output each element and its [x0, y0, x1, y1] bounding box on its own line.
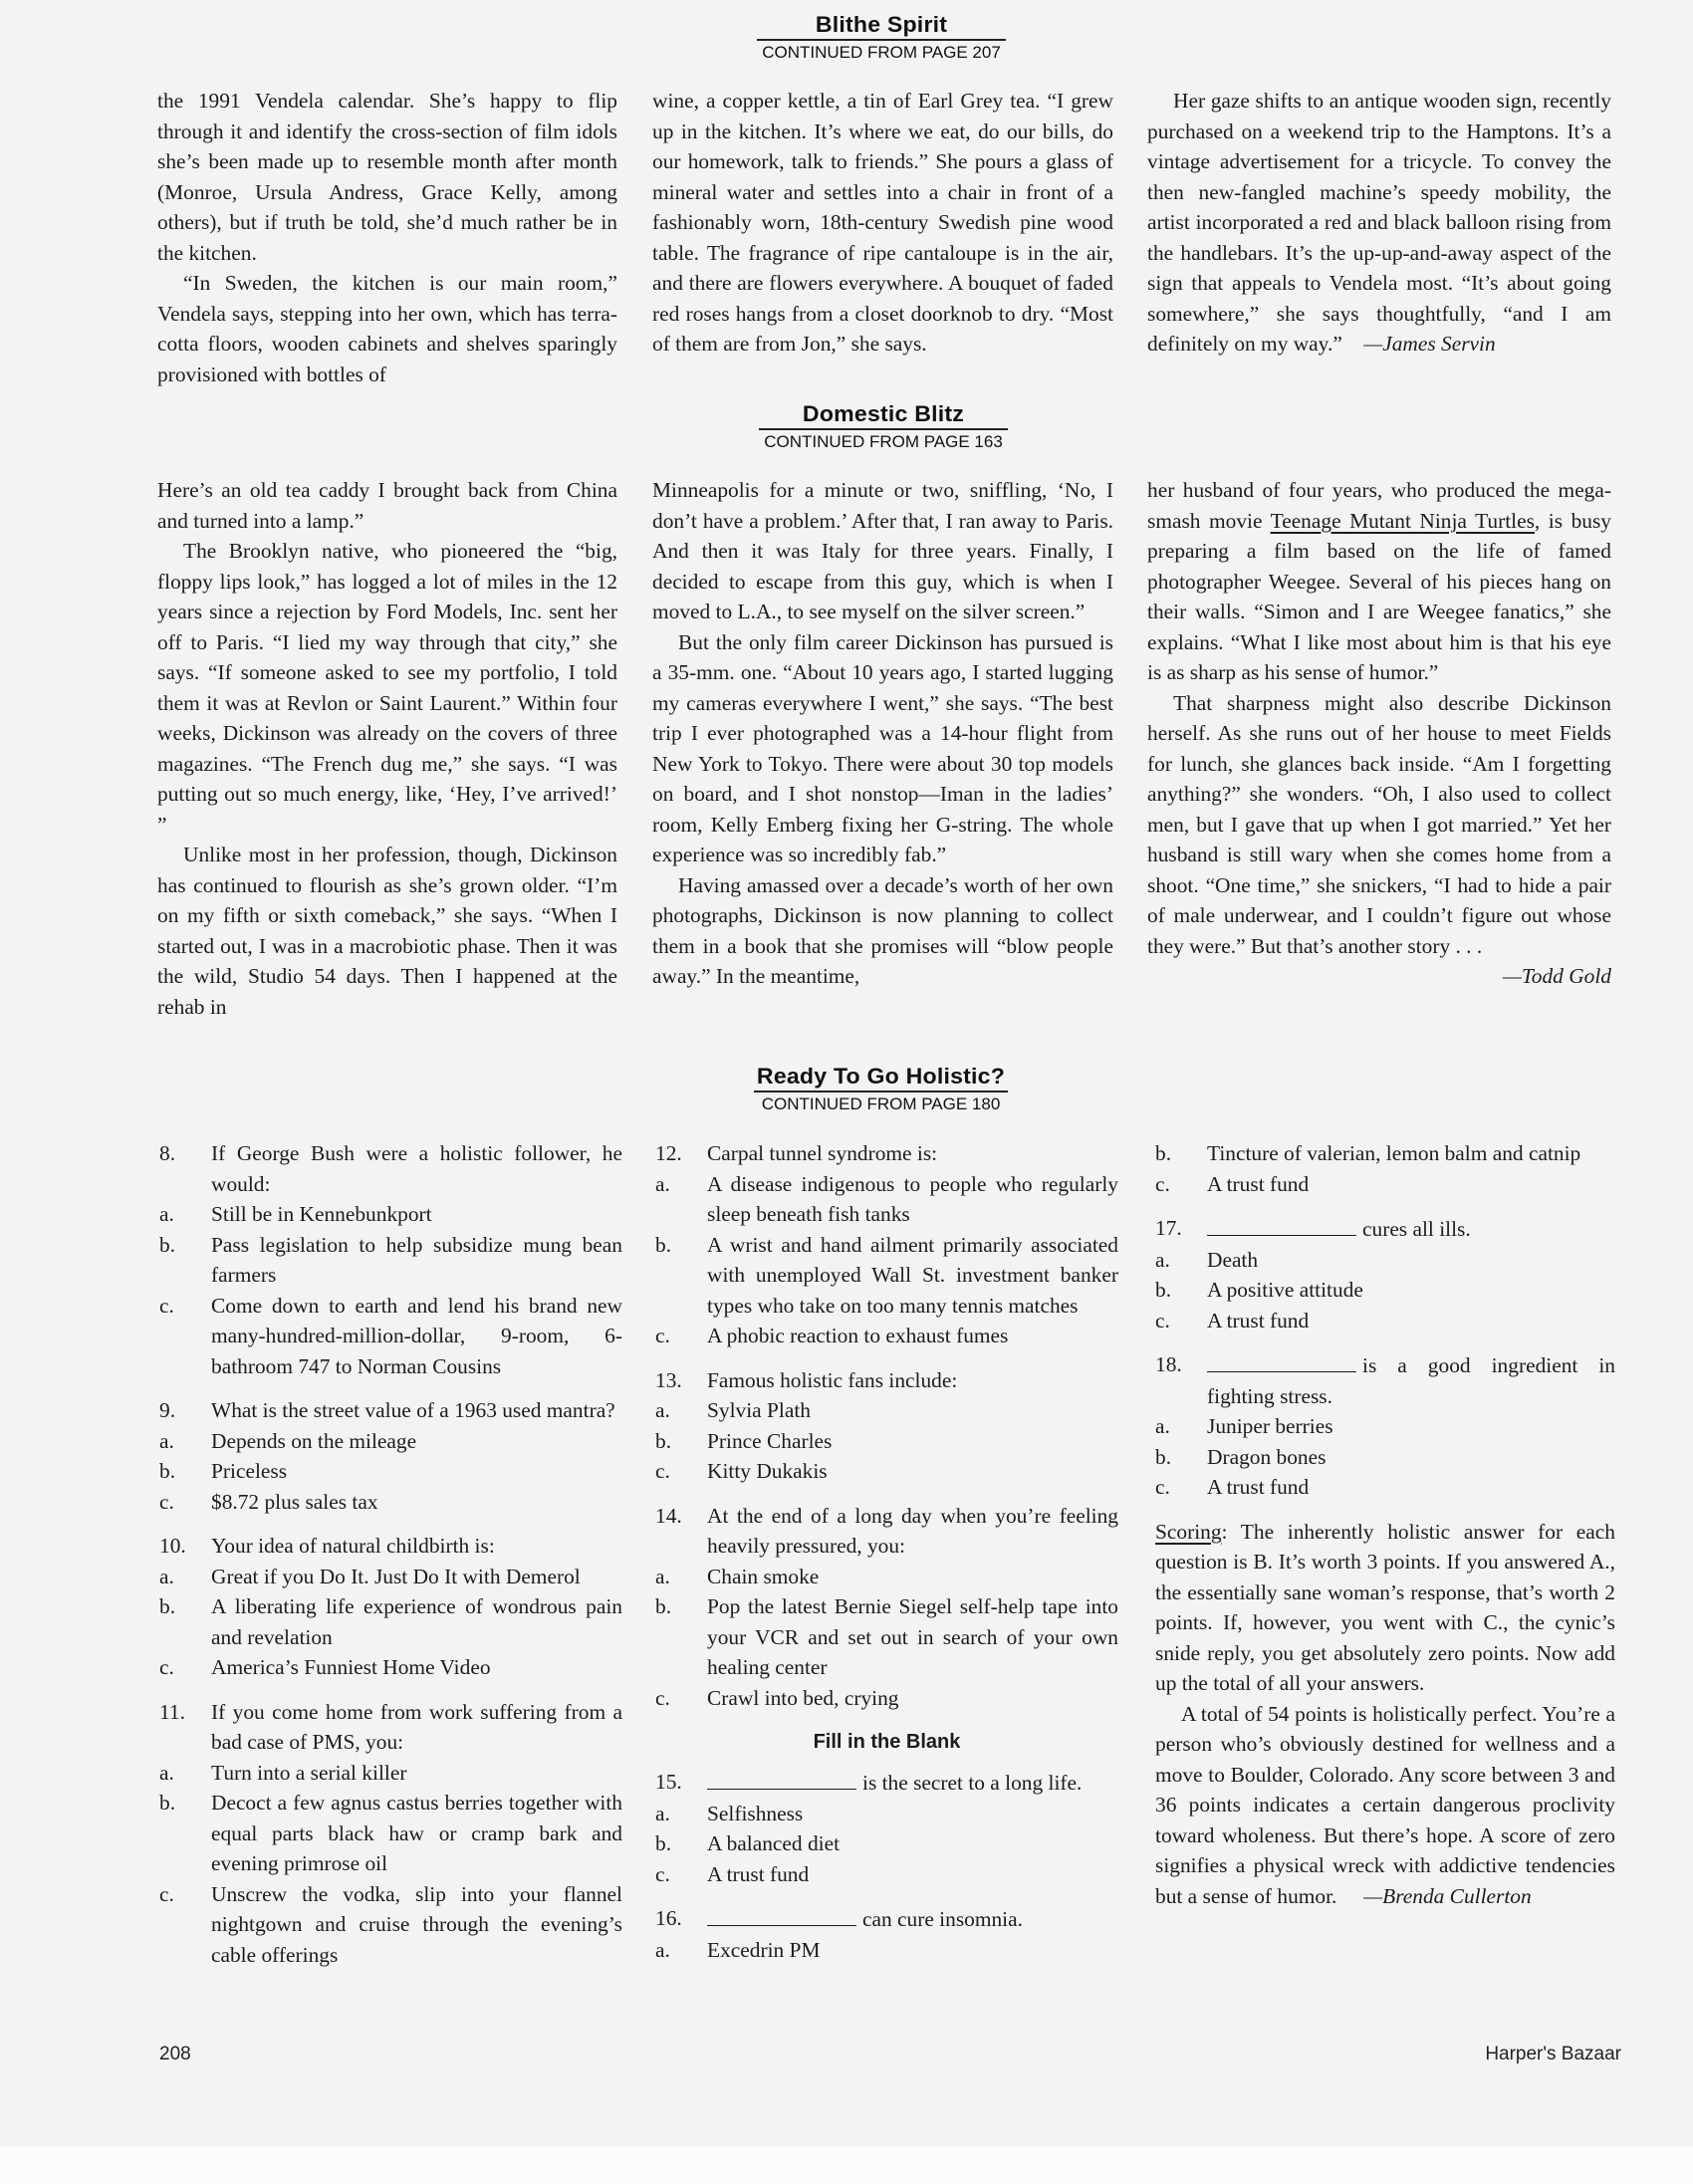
option-letter: b. — [159, 1232, 176, 1257]
scoring-text: A total of 54 points is holistically perfect. You’re a person who’s obviously destined for wellness and a move to Boulder, Colorado. Any score between 3 and 36 points indicates a certain dangerous proclivity toward wholeness. But there’s hope. A score of zero signifies a physical wreck with addictive tendencies but a sense of humor. — [1155, 1701, 1615, 1908]
option-text: Dragon bones — [1207, 1444, 1327, 1469]
quiz-question — [159, 1395, 622, 1517]
quiz-question — [655, 1138, 1118, 1351]
author-signature: —Brenda Cullerton — [1363, 1883, 1532, 1908]
question-text-fragment: is a good ingredient in fighting stress. — [1207, 1353, 1615, 1408]
option-text: Turn into a serial killer — [211, 1760, 407, 1785]
paragraph: the 1991 Vendela calendar. She’s happy to flip through it and identify the cross-section of film idols she’s been made up to resemble month after month (Monroe, Ursula Andress, Grace Kelly, among others), but if truth be told, she’d much rather be in the kitchen. — [157, 89, 617, 265]
answer-blank — [1207, 1213, 1356, 1236]
continued-note: CONTINUED FROM PAGE 163 — [764, 432, 1003, 451]
section-title: Domestic Blitz — [802, 401, 965, 426]
option-text: Priceless — [211, 1459, 288, 1483]
option-letter: c. — [655, 1459, 670, 1483]
quiz-question — [159, 1138, 622, 1381]
option-text: America’s Funniest Home Video — [211, 1655, 491, 1679]
option-text: Death — [1207, 1247, 1259, 1272]
section-title: Ready To Go Holistic? — [756, 1064, 1006, 1089]
question-stem — [655, 1365, 1118, 1396]
quiz-question — [655, 1501, 1118, 1714]
answer-option — [655, 1591, 1118, 1683]
question-number: 15. — [655, 1770, 682, 1794]
answer-option — [159, 1591, 622, 1652]
option-letter: b. — [1155, 1444, 1172, 1469]
question-text-fragment: cures all ills. — [1362, 1217, 1471, 1241]
answer-option — [655, 1935, 1118, 1966]
option-text: Chain smoke — [707, 1564, 820, 1588]
option-letter: c. — [655, 1324, 670, 1347]
option-text: A balanced diet — [707, 1831, 841, 1855]
question-stem — [159, 1697, 622, 1758]
scoring-text: : The inherently holistic answer for each question is B. It’s worth 3 points. If you answered A., the essentially sane woman’s response, that’s worth 2 points. If, however, you went with C., the cynic’s snide reply, you get absolutely zero points. Now add up the total of all your answers. — [1155, 1519, 1615, 1695]
blithe-col-2 — [652, 86, 1113, 360]
answer-option — [655, 1395, 1118, 1426]
quiz-question — [1155, 1213, 1615, 1335]
scoring-paragraph — [1155, 1699, 1615, 1912]
answer-option — [655, 1169, 1118, 1230]
answer-option — [655, 1562, 1118, 1592]
option-letter: c. — [159, 1881, 174, 1906]
question-text — [1207, 1213, 1615, 1245]
option-text: Great if you Do It. Just Do It with Demerol — [211, 1564, 581, 1588]
blitz-col-1 — [157, 475, 617, 1022]
answer-option — [159, 1487, 622, 1518]
holistic-header — [749, 1064, 1013, 1114]
question-number: 10. — [159, 1534, 186, 1558]
question-stem — [655, 1501, 1118, 1562]
question-stem — [655, 1903, 1118, 1935]
option-text: A trust fund — [707, 1861, 810, 1886]
option-text: Pass legislation to help subsidize mung bean farmers — [211, 1232, 622, 1287]
question-text: Carpal tunnel syndrome is: — [707, 1141, 938, 1165]
paragraph-text: her husband of four years, who produced the mega-smash movie — [1147, 478, 1611, 533]
option-letter: b. — [655, 1594, 672, 1618]
page-edge — [0, 2146, 1693, 2184]
answer-blank — [707, 1767, 856, 1790]
answer-blank — [707, 1903, 856, 1926]
option-text: Sylvia Plath — [707, 1398, 811, 1422]
question-text — [1207, 1349, 1615, 1411]
option-text: Depends on the mileage — [211, 1428, 417, 1453]
option-letter: c. — [1155, 1171, 1170, 1196]
option-text: $8.72 plus sales tax — [211, 1489, 378, 1514]
option-letter: a. — [655, 1937, 670, 1962]
quiz-question — [159, 1531, 622, 1683]
answer-option — [159, 1758, 622, 1789]
title-rule — [759, 428, 1008, 430]
question-stem — [655, 1767, 1118, 1799]
movie-title: Teenage Mutant Ninja Turtles — [1270, 508, 1535, 533]
answer-option — [655, 1828, 1118, 1859]
option-text: Kitty Dukakis — [707, 1459, 828, 1483]
paragraph: The Brooklyn native, who pioneered the “big, floppy lips look,” has logged a lot of miles in the 12 years since a rejection by Ford Models, Inc. sent her off to Paris. “I lied my way through that city,” she says. “If someone asked to see my portfolio, I told them it was at Revlon or Saint Laurent.” Within four weeks, Dickinson was already on the covers of three magazines. “The French dug me,” she says. “I was putting out so much energy, like, ‘Hey, I’ve arrived!’ ” — [157, 539, 617, 837]
page-number: 208 — [159, 2044, 191, 2064]
question-stem — [159, 1138, 622, 1199]
option-letter: c. — [159, 1293, 174, 1318]
question-text — [707, 1767, 1118, 1799]
question-text: If George Bush were a holistic follower, he would: — [211, 1141, 622, 1196]
option-text: Prince Charles — [707, 1428, 833, 1453]
option-letter: b. — [159, 1791, 176, 1815]
option-letter: c. — [1155, 1475, 1170, 1499]
option-letter: a. — [655, 1564, 670, 1588]
answer-option — [655, 1456, 1118, 1487]
option-text: Crawl into bed, crying — [707, 1685, 899, 1710]
option-text: A phobic reaction to exhaust fumes — [707, 1324, 1009, 1347]
paragraph — [1147, 475, 1611, 688]
title-rule — [754, 1091, 1008, 1092]
paragraph: wine, a copper kettle, a tin of Earl Grey tea. “I grew up in the kitchen. It’s where we eat, do our bills, do our homework, talk to friends.” She pours a glass of mineral water and settles into a chair in front of a fashionably worn, 18th-century Swedish pine wood table. The fragrance of ripe cantaloupe is in the air, and there are flowers everywhere. A bouquet of faded red roses hangs from a closet doorknob to dry. “Most of them are from Jon,” she says. — [652, 89, 1113, 356]
question-stem — [159, 1395, 622, 1426]
option-letter: c. — [159, 1489, 174, 1514]
author-signature: —James Servin — [1363, 332, 1496, 356]
option-text: Juniper berries — [1207, 1414, 1333, 1438]
paragraph: Here’s an old tea caddy I brought back from China and turned into a lamp.” — [157, 478, 617, 533]
option-letter: b. — [159, 1459, 176, 1483]
answer-option — [159, 1199, 622, 1230]
option-letter: b. — [655, 1232, 672, 1257]
question-number: 8. — [159, 1141, 176, 1165]
question-stem — [159, 1531, 622, 1562]
option-letter: a. — [159, 1202, 174, 1226]
option-letter: b. — [655, 1428, 672, 1453]
answer-option — [655, 1321, 1118, 1351]
option-letter: a. — [159, 1428, 174, 1453]
answer-option — [1155, 1169, 1615, 1200]
answer-blank — [1207, 1349, 1356, 1372]
answer-option — [1155, 1245, 1615, 1276]
paragraph: That sharpness might also describe Dickinson herself. As she runs out of her house to meet Fields for lunch, she glances back inside. “Am I forgetting anything?” she wonders. “Oh, I also used to collect men, but I gave that up when I got married.” Yet her husband is still wary when she comes home from a shoot. “One time,” she snickers, “I had to hide a pair of male underwear, and I couldn’t figure out whose they were.” But that’s another story . . . — [1147, 690, 1611, 958]
option-text: Come down to earth and lend his brand new many-hundred-million-dollar, 9-room, 6-bathroom 747 to Norman Cousins — [211, 1293, 622, 1378]
answer-option — [159, 1426, 622, 1457]
title-rule — [757, 39, 1006, 41]
quiz-question — [655, 1903, 1118, 1965]
option-letter: a. — [159, 1760, 174, 1785]
domestic-blitz-header — [759, 401, 1008, 452]
option-letter: c. — [1155, 1308, 1170, 1333]
question-text-fragment: can cure insomnia. — [862, 1907, 1023, 1931]
answer-option — [159, 1291, 622, 1382]
quiz-question — [655, 1365, 1118, 1487]
answer-option — [1155, 1275, 1615, 1306]
quiz-col-1 — [159, 1138, 622, 1984]
option-letter: a. — [655, 1398, 670, 1422]
magazine-name: Harper's Bazaar — [1485, 2044, 1621, 2064]
answer-option — [655, 1859, 1118, 1890]
option-letter: c. — [159, 1655, 174, 1679]
fill-in-blank-title: Fill in the Blank — [813, 1731, 961, 1753]
question-number: 14. — [655, 1503, 682, 1528]
question-stem — [655, 1138, 1118, 1169]
question-text: What is the street value of a 1963 used mantra? — [211, 1398, 615, 1422]
option-text: Unscrew the vodka, slip into your flannel nightgown and cruise through the evening’s cable offerings — [211, 1881, 622, 1967]
question-stem — [1155, 1213, 1615, 1245]
option-text: Decoct a few agnus castus berries together with equal parts black haw or cramp bark and evening primrose oil — [211, 1791, 622, 1875]
section-title: Blithe Spirit — [815, 12, 948, 37]
answer-option — [159, 1230, 622, 1291]
question-number: 12. — [655, 1141, 682, 1165]
question-stem — [1155, 1349, 1615, 1411]
answer-option — [1155, 1306, 1615, 1336]
option-letter: b. — [1155, 1278, 1172, 1302]
question-text: At the end of a long day when you’re feeling heavily pressured, you: — [707, 1503, 1118, 1558]
scoring-label: Scoring — [1155, 1519, 1222, 1544]
author-signature: —Todd Gold — [1502, 964, 1611, 988]
option-text: A disease indigenous to people who regularly sleep beneath fish tanks — [707, 1171, 1118, 1226]
paragraph: Minneapolis for a minute or two, sniffling, ‘No, I don’t have a problem.’ After that, I ran away to Paris. And then it was Italy for three years. Finally, I decided to escape from this guy, which is when I moved to L.A., to see myself on the silver screen.” — [652, 478, 1113, 623]
option-letter: b. — [159, 1594, 176, 1618]
option-text: Selfishness — [707, 1801, 804, 1825]
question-text — [707, 1903, 1118, 1935]
question-text: If you come home from work suffering from a bad case of PMS, you: — [211, 1699, 622, 1754]
answer-option — [655, 1230, 1118, 1322]
paragraph: But the only film career Dickinson has pursued is a 35-mm. one. “About 10 years ago, I started lugging my cameras everywhere I went,” she says. “The best trip I ever photographed was a 14-hour flight from New York to Tokyo. There were about 30 top models on board, and I shot nonstop—Iman in the ladies’ room, Kelly Emberg fixing her G-string. The whole experience was so incredibly fab.” — [652, 629, 1113, 866]
option-text: A trust fund — [1207, 1171, 1310, 1196]
option-letter: c. — [655, 1861, 670, 1886]
answer-option — [159, 1652, 622, 1683]
option-letter: a. — [1155, 1247, 1170, 1272]
option-letter: b. — [1155, 1141, 1172, 1165]
question-number: 13. — [655, 1367, 682, 1392]
paragraph — [1147, 86, 1611, 360]
blithe-spirit-header — [757, 12, 1006, 63]
quiz-question — [655, 1767, 1118, 1889]
answer-option — [1155, 1138, 1615, 1169]
option-text: Excedrin PM — [707, 1937, 821, 1962]
paragraph-text: , is busy preparing a film based on the life of famed photographer Weegee. Several of his pieces hang on their walls. “Simon and I are Weegee fanatics,” she explains. “What I like most about him is that his eye is as sharp as his sense of humor.” — [1147, 508, 1611, 684]
option-letter: a. — [655, 1171, 670, 1196]
paragraph: “In Sweden, the kitchen is our main room,” Vendela says, stepping into her own, which has terra-cotta floors, wooden cabinets and shelves sparingly provisioned with bottles of — [157, 271, 617, 386]
answer-option — [655, 1426, 1118, 1457]
continued-note: CONTINUED FROM PAGE 180 — [761, 1094, 1001, 1113]
question-number: 17. — [1155, 1216, 1182, 1240]
question-number: 18. — [1155, 1352, 1182, 1376]
quiz-question — [1155, 1349, 1615, 1503]
blitz-col-2 — [652, 475, 1113, 992]
option-letter: a. — [159, 1564, 174, 1588]
paragraph: Having amassed over a decade’s worth of her own photographs, Dickinson is now planning to collect them in a book that she promises will “blow people away.” In the meantime, — [652, 872, 1113, 988]
quiz-question-continued — [1155, 1138, 1615, 1199]
answer-option — [159, 1456, 622, 1487]
answer-option — [655, 1799, 1118, 1829]
answer-option — [159, 1879, 622, 1971]
answer-option — [1155, 1472, 1615, 1503]
quiz-question — [159, 1697, 622, 1971]
quiz-col-3 — [1155, 1138, 1615, 1911]
paragraph-text: Her gaze shifts to an antique wooden sign, recently purchased on a weekend trip to the Hamptons. It’s a vintage advertisement for a tricycle. To convey the then new-fangled machine’s speedy mobility, the artist incorporated a red and black balloon rising from the handlebars. It’s the up-up-and-away aspect of the sign that appeals to Vendela most. “It’s about going somewhere,” she says thoughtfully, “and I am definitely on my way.” — [1147, 89, 1611, 356]
option-text: A trust fund — [1207, 1308, 1310, 1333]
option-text: A liberating life experience of wondrous pain and revelation — [211, 1594, 622, 1649]
paragraph: Unlike most in her profession, though, Dickinson has continued to flourish as she’s grown older. “I’m on my fifth or sixth comeback,” she says. “When I started out, I was in a macrobiotic phase. Then it was the wild, Studio 54 days. Then I happened at the rehab in — [157, 843, 617, 1019]
question-number: 16. — [655, 1906, 682, 1930]
option-letter: c. — [655, 1685, 670, 1710]
question-text: Your idea of natural childbirth is: — [211, 1534, 495, 1558]
answer-option — [1155, 1411, 1615, 1442]
blithe-col-1 — [157, 86, 617, 389]
option-text: A wrist and hand ailment primarily associated with unemployed Wall St. investment banker types who take on too many tennis matches — [707, 1232, 1118, 1318]
option-text: A positive attitude — [1207, 1278, 1363, 1302]
blithe-col-3 — [1147, 86, 1611, 360]
option-letter: a. — [655, 1801, 670, 1825]
option-text: Tincture of valerian, lemon balm and catnip — [1207, 1141, 1581, 1165]
option-text: Pop the latest Bernie Siegel self-help tape into your VCR and set out in search of your own healing center — [707, 1594, 1118, 1679]
quiz-col-2 — [655, 1138, 1118, 1979]
continued-note: CONTINUED FROM PAGE 207 — [762, 43, 1001, 62]
answer-option — [655, 1683, 1118, 1714]
scoring-paragraph — [1155, 1517, 1615, 1699]
answer-option — [159, 1788, 622, 1879]
answer-option — [1155, 1442, 1615, 1473]
option-text: Still be in Kennebunkport — [211, 1202, 432, 1226]
answer-option — [159, 1562, 622, 1592]
question-text-fragment: is the secret to a long life. — [862, 1771, 1083, 1795]
question-number: 11. — [159, 1699, 185, 1724]
option-letter: a. — [1155, 1414, 1170, 1438]
question-text: Famous holistic fans include: — [707, 1367, 958, 1392]
blitz-col-3 — [1147, 475, 1611, 992]
option-letter: b. — [655, 1831, 672, 1855]
option-text: A trust fund — [1207, 1475, 1310, 1499]
question-number: 9. — [159, 1398, 176, 1422]
